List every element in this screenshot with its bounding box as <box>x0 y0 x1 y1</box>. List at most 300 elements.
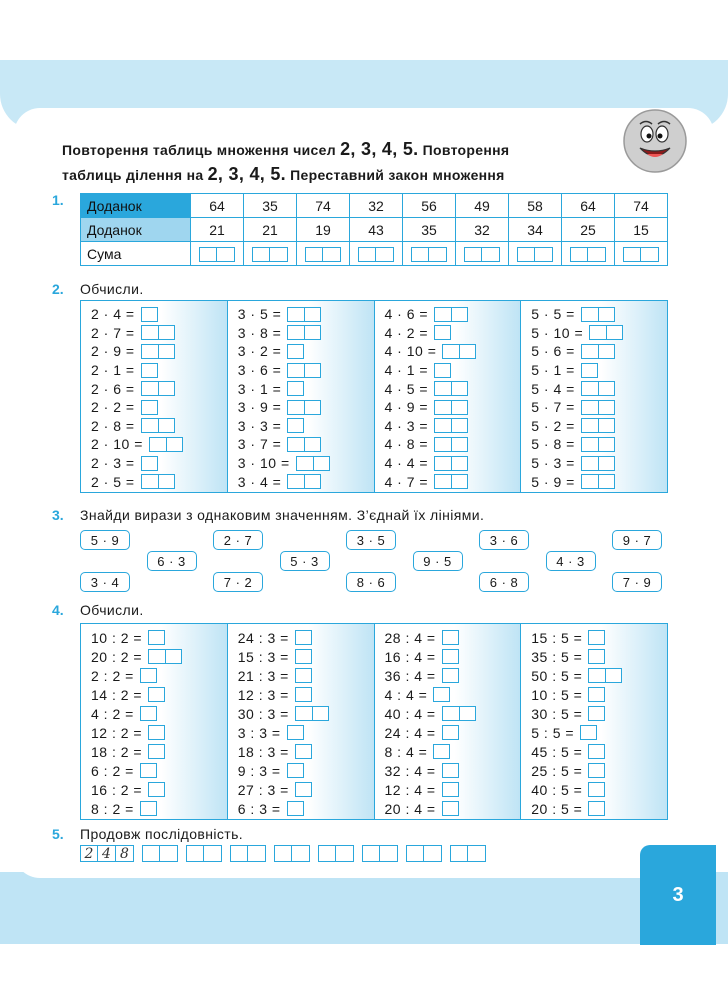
expression-row <box>531 742 667 761</box>
row-label: Доданок <box>81 218 191 242</box>
expression-row <box>238 666 374 685</box>
answer-box[interactable] <box>581 418 615 433</box>
answer-box[interactable] <box>434 307 468 322</box>
expression-row <box>238 685 374 704</box>
expression-row <box>385 628 521 647</box>
answer-box[interactable] <box>295 630 312 645</box>
empty-cell[interactable] <box>248 845 266 862</box>
task-5-instruction: Продовж послідовність. <box>80 826 244 842</box>
expression-text: 5 · 3 = <box>531 455 575 472</box>
expression-text: 24 : 4 = <box>384 724 436 741</box>
expression-text: 4 · 6 = <box>384 306 429 323</box>
addend-cell: 32 <box>456 218 509 242</box>
expression-text: 28 : 4 = <box>384 629 436 646</box>
expression-text: 4 · 5 = <box>384 380 429 397</box>
expression-text: 3 : 3 = <box>237 724 281 741</box>
answer-box[interactable] <box>442 706 476 721</box>
addend-cell: 74 <box>615 194 668 218</box>
expression-text: 20 : 2 = <box>91 648 143 665</box>
addend-cell: 43 <box>350 218 403 242</box>
expression-text: 9 : 3 = <box>237 762 281 779</box>
addend-cell: 56 <box>403 194 456 218</box>
sum-answer-cell[interactable] <box>350 242 403 266</box>
sum-answer-cell[interactable] <box>191 242 244 266</box>
addend-cell: 19 <box>297 218 350 242</box>
answer-box[interactable] <box>149 437 183 452</box>
expression-text: 4 · 4 = <box>384 455 429 472</box>
answer-box[interactable] <box>140 763 157 778</box>
empty-cell[interactable] <box>468 845 486 862</box>
sum-answer-cell[interactable] <box>562 242 615 266</box>
answer-box[interactable] <box>140 801 157 816</box>
expression-row <box>531 379 667 398</box>
answer-box[interactable] <box>141 381 175 396</box>
expression-row <box>91 417 227 436</box>
expression-row <box>91 685 227 704</box>
expression-pill[interactable]: 3 · 4 <box>80 572 130 592</box>
task-3-instruction: Знайди вирази з однаковим значенням. З’єднай їх лініями. <box>80 507 485 523</box>
expression-row <box>385 666 521 685</box>
expression-text: 3 · 2 = <box>237 343 282 360</box>
empty-cell[interactable] <box>292 845 310 862</box>
expression-text: 2 · 3 = <box>91 455 135 472</box>
expression-text: 32 : 4 = <box>384 762 436 779</box>
answer-box[interactable] <box>581 307 615 322</box>
answer-box[interactable] <box>580 725 597 740</box>
expression-text: 4 · 9 = <box>384 399 429 416</box>
expression-text: 25 : 5 = <box>531 762 583 779</box>
expression-row <box>531 342 667 361</box>
expression-row <box>531 454 667 473</box>
expression-row <box>91 379 227 398</box>
expression-text: 16 : 4 = <box>384 648 436 665</box>
answer-box[interactable] <box>141 400 158 415</box>
expression-text: 2 : 2 = <box>91 667 134 684</box>
expression-row <box>531 472 667 491</box>
answer-box[interactable] <box>434 418 468 433</box>
answer-box[interactable] <box>287 437 321 452</box>
empty-cell[interactable] <box>274 845 292 862</box>
answer-box[interactable] <box>295 649 312 664</box>
expression-row <box>385 342 521 361</box>
expression-row <box>531 666 667 685</box>
answer-box[interactable] <box>434 400 468 415</box>
expression-text: 15 : 3 = <box>237 648 289 665</box>
expression-row <box>91 324 227 343</box>
answer-box[interactable] <box>296 456 330 471</box>
expression-row <box>531 417 667 436</box>
answer-box[interactable] <box>287 418 304 433</box>
answer-box[interactable] <box>588 668 622 683</box>
expression-row <box>91 647 227 666</box>
expression-pill[interactable]: 6 · 3 <box>147 551 197 571</box>
expression-pill[interactable]: 6 · 8 <box>479 572 529 592</box>
expression-row <box>531 723 667 742</box>
grid-column <box>375 301 522 492</box>
answer-box[interactable] <box>442 668 459 683</box>
expression-text: 50 : 5 = <box>531 667 583 684</box>
task-4-instruction: Обчисли. <box>80 602 144 618</box>
expression-text: 8 : 4 = <box>384 743 428 760</box>
expression-row <box>385 361 521 380</box>
expression-row <box>91 435 227 454</box>
expression-row <box>385 398 521 417</box>
expression-row <box>238 628 374 647</box>
expression-row <box>238 361 374 380</box>
answer-box[interactable] <box>295 744 312 759</box>
expression-row <box>91 454 227 473</box>
addend-cell: 21 <box>191 218 244 242</box>
answer-box[interactable] <box>442 630 459 645</box>
expression-text: 3 · 8 = <box>237 324 282 341</box>
sum-answer-cell[interactable] <box>456 242 509 266</box>
expression-row <box>385 647 521 666</box>
expression-text: 18 : 2 = <box>91 743 143 760</box>
expression-pill[interactable]: 3 · 6 <box>479 530 529 550</box>
answer-box[interactable] <box>140 668 157 683</box>
expression-text: 45 : 5 = <box>531 743 583 760</box>
sum-answer-cell[interactable] <box>403 242 456 266</box>
answer-box[interactable] <box>287 474 321 489</box>
expression-text: 2 · 10 = <box>91 436 143 453</box>
answer-box[interactable] <box>442 801 459 816</box>
expression-text: 36 : 4 = <box>384 667 436 684</box>
empty-cell[interactable] <box>318 845 336 862</box>
expression-row <box>385 472 521 491</box>
answer-box[interactable] <box>141 344 175 359</box>
answer-box[interactable] <box>588 706 605 721</box>
expression-row <box>91 472 227 491</box>
expression-pill[interactable]: 5 · 3 <box>280 551 330 571</box>
answer-box[interactable] <box>141 307 158 322</box>
sum-answer-cell[interactable] <box>244 242 297 266</box>
answer-pair[interactable] <box>318 845 354 862</box>
expression-row <box>531 780 667 799</box>
expression-pill[interactable]: 9 · 5 <box>413 551 463 571</box>
answer-pair[interactable] <box>142 845 178 862</box>
expression-text: 4 · 1 = <box>384 362 429 379</box>
row-label: Доданок <box>81 194 191 218</box>
expression-text: 5 · 2 = <box>531 417 575 434</box>
expression-text: 4 · 7 = <box>384 473 429 490</box>
answer-box[interactable] <box>295 687 312 702</box>
expression-text: 15 : 5 = <box>531 629 583 646</box>
expression-row <box>91 723 227 742</box>
answer-box[interactable] <box>434 474 468 489</box>
addend-cell: 64 <box>191 194 244 218</box>
answer-box[interactable] <box>141 325 175 340</box>
answer-box[interactable] <box>433 687 450 702</box>
expression-row <box>531 704 667 723</box>
expression-row <box>531 305 667 324</box>
addend-cell: 32 <box>350 194 403 218</box>
expression-pill[interactable]: 7 · 2 <box>213 572 263 592</box>
expression-row <box>91 361 227 380</box>
task-4-number: 4. <box>52 602 64 618</box>
answer-box[interactable] <box>148 782 165 797</box>
expression-text: 24 : 3 = <box>237 629 289 646</box>
grid-column <box>81 301 228 492</box>
expression-row <box>531 398 667 417</box>
grid-column <box>375 624 522 819</box>
answer-box[interactable] <box>581 344 615 359</box>
expression-row <box>385 761 521 780</box>
sum-answer-cell[interactable] <box>615 242 668 266</box>
expression-text: 12 : 2 = <box>91 724 143 741</box>
answer-box[interactable] <box>295 782 312 797</box>
expression-text: 2 · 1 = <box>91 362 135 379</box>
answer-box[interactable] <box>434 456 468 471</box>
expression-text: 3 · 6 = <box>237 362 282 379</box>
answer-box[interactable] <box>287 381 304 396</box>
expression-text: 14 : 2 = <box>91 686 143 703</box>
filled-cell: 4 <box>98 845 116 862</box>
addend-cell: 21 <box>244 218 297 242</box>
empty-cell[interactable] <box>424 845 442 862</box>
task-1-number: 1. <box>52 192 64 208</box>
answer-box[interactable] <box>442 725 459 740</box>
expression-text: 40 : 4 = <box>384 705 436 722</box>
expression-row <box>91 780 227 799</box>
empty-cell[interactable] <box>406 845 424 862</box>
answer-box[interactable] <box>141 456 158 471</box>
empty-cell[interactable] <box>230 845 248 862</box>
answer-box[interactable] <box>148 725 165 740</box>
answer-box[interactable] <box>442 763 459 778</box>
expression-text: 16 : 2 = <box>91 781 143 798</box>
task-3-number: 3. <box>52 507 64 523</box>
addend-cell: 15 <box>615 218 668 242</box>
expression-row <box>385 780 521 799</box>
grid-column <box>228 301 375 492</box>
expression-row <box>385 723 521 742</box>
answer-pair[interactable] <box>274 845 310 862</box>
answer-pair[interactable] <box>362 845 398 862</box>
expression-text: 10 : 5 = <box>531 686 583 703</box>
answer-box[interactable] <box>148 687 165 702</box>
addend-cell: 25 <box>562 218 615 242</box>
expression-row <box>531 647 667 666</box>
expression-pill[interactable]: 2 · 7 <box>213 530 263 550</box>
answer-box[interactable] <box>434 437 468 452</box>
answer-box[interactable] <box>434 325 451 340</box>
expression-text: 30 : 5 = <box>531 705 583 722</box>
answer-box[interactable] <box>588 687 605 702</box>
expression-text: 3 · 5 = <box>237 306 282 323</box>
expression-row <box>91 704 227 723</box>
expression-text: 20 : 4 = <box>384 800 436 817</box>
answer-box[interactable] <box>287 344 304 359</box>
bottom-band <box>0 872 728 944</box>
answer-box[interactable] <box>588 744 605 759</box>
expression-row <box>238 342 374 361</box>
answer-box[interactable] <box>581 456 615 471</box>
expression-text: 4 · 10 = <box>384 343 437 360</box>
answer-box[interactable] <box>434 381 468 396</box>
smiley-icon <box>622 108 688 174</box>
answer-box[interactable] <box>287 307 321 322</box>
answer-box[interactable] <box>442 344 476 359</box>
answer-pair[interactable] <box>450 845 486 862</box>
expression-text: 3 · 7 = <box>237 436 282 453</box>
expression-row <box>91 666 227 685</box>
expression-row <box>531 628 667 647</box>
expression-row <box>385 417 521 436</box>
answer-box[interactable] <box>581 400 615 415</box>
answer-box[interactable] <box>287 325 321 340</box>
expression-row <box>531 761 667 780</box>
answer-box[interactable] <box>295 706 329 721</box>
expression-text: 3 · 4 = <box>237 473 282 490</box>
expression-pill[interactable]: 9 · 7 <box>612 530 662 550</box>
expression-text: 27 : 3 = <box>237 781 289 798</box>
expression-text: 2 · 4 = <box>91 306 135 323</box>
empty-cell[interactable] <box>186 845 204 862</box>
answer-box[interactable] <box>588 649 605 664</box>
expression-row <box>91 742 227 761</box>
multiplication-grid <box>80 300 668 493</box>
expression-text: 12 : 3 = <box>237 686 289 703</box>
expression-text: 4 : 2 = <box>91 705 134 722</box>
expression-text: 21 : 3 = <box>237 667 289 684</box>
answer-box[interactable] <box>287 725 304 740</box>
answer-box[interactable] <box>588 782 605 797</box>
filled-cell: 8 <box>116 845 134 862</box>
grid-column <box>521 301 667 492</box>
answer-pair[interactable] <box>186 845 222 862</box>
grid-column <box>81 624 228 819</box>
answer-box[interactable] <box>442 782 459 797</box>
expression-row <box>91 761 227 780</box>
expression-text: 2 · 7 = <box>91 324 135 341</box>
answer-box[interactable] <box>588 801 605 816</box>
expression-row <box>238 435 374 454</box>
expression-row <box>385 379 521 398</box>
addend-cell: 58 <box>509 194 562 218</box>
answer-box[interactable] <box>287 801 304 816</box>
expression-pill[interactable]: 5 · 9 <box>80 530 130 550</box>
empty-cell[interactable] <box>204 845 222 862</box>
expression-text: 2 · 5 = <box>91 473 135 490</box>
task-2-instruction: Обчисли. <box>80 281 144 297</box>
answer-box[interactable] <box>141 363 158 378</box>
expression-text: 4 · 2 = <box>384 324 429 341</box>
expression-text: 3 · 3 = <box>237 417 282 434</box>
empty-cell[interactable] <box>362 845 380 862</box>
expression-text: 20 : 5 = <box>531 800 583 817</box>
expression-text: 4 · 3 = <box>384 417 429 434</box>
sequence-cells <box>80 845 494 862</box>
expression-text: 6 : 2 = <box>91 762 134 779</box>
expression-text: 5 · 1 = <box>531 362 575 379</box>
empty-cell[interactable] <box>160 845 178 862</box>
answer-pair[interactable] <box>230 845 266 862</box>
answer-box[interactable] <box>287 763 304 778</box>
answer-box[interactable] <box>581 474 615 489</box>
answer-box[interactable] <box>588 763 605 778</box>
empty-cell[interactable] <box>380 845 398 862</box>
page-number: 3 <box>640 845 716 945</box>
sum-answer-cell[interactable] <box>509 242 562 266</box>
expression-row <box>385 305 521 324</box>
expression-row <box>91 799 227 818</box>
addend-cell: 34 <box>509 218 562 242</box>
expression-row <box>91 342 227 361</box>
expression-row <box>238 761 374 780</box>
answer-box[interactable] <box>141 474 175 489</box>
expression-row <box>385 435 521 454</box>
answer-box[interactable] <box>581 381 615 396</box>
expression-row <box>531 361 667 380</box>
expression-text: 6 : 3 = <box>237 800 281 817</box>
expression-row <box>238 417 374 436</box>
table-row <box>81 242 668 266</box>
expression-text: 2 · 8 = <box>91 417 135 434</box>
expression-row <box>385 799 521 818</box>
expression-text: 5 · 5 = <box>531 306 575 323</box>
grid-column <box>228 624 375 819</box>
answer-box[interactable] <box>141 418 175 433</box>
expression-row <box>238 780 374 799</box>
answer-box[interactable] <box>588 630 605 645</box>
expression-row <box>238 723 374 742</box>
expression-row <box>385 704 521 723</box>
answer-box[interactable] <box>148 630 165 645</box>
sum-answer-cell[interactable] <box>297 242 350 266</box>
task-2-number: 2. <box>52 281 64 297</box>
expression-pill[interactable]: 8 · 6 <box>346 572 396 592</box>
expression-row <box>385 685 521 704</box>
expression-row <box>91 628 227 647</box>
expression-text: 12 : 4 = <box>384 781 436 798</box>
answer-box[interactable] <box>148 649 182 664</box>
addend-cell: 35 <box>403 218 456 242</box>
answer-box[interactable] <box>140 706 157 721</box>
expression-row <box>238 454 374 473</box>
expression-text: 18 : 3 = <box>237 743 289 760</box>
answer-box[interactable] <box>295 668 312 683</box>
expression-text: 5 · 6 = <box>531 343 575 360</box>
expression-row <box>385 742 521 761</box>
expression-row <box>91 398 227 417</box>
expression-text: 4 · 8 = <box>384 436 429 453</box>
filled-cells <box>80 845 134 862</box>
answer-box[interactable] <box>287 363 321 378</box>
answer-box[interactable] <box>589 325 623 340</box>
expression-text: 40 : 5 = <box>531 781 583 798</box>
row-label: Сума <box>81 242 191 266</box>
answer-box[interactable] <box>433 744 450 759</box>
answer-box[interactable] <box>148 744 165 759</box>
expression-text: 8 : 2 = <box>91 800 134 817</box>
expression-text: 5 · 10 = <box>531 324 584 341</box>
expression-text: 2 · 2 = <box>91 399 135 416</box>
empty-cell[interactable] <box>336 845 354 862</box>
expression-pill[interactable]: 3 · 5 <box>346 530 396 550</box>
answer-box[interactable] <box>581 363 598 378</box>
answer-pair[interactable] <box>406 845 442 862</box>
empty-cell[interactable] <box>142 845 160 862</box>
answer-box[interactable] <box>581 437 615 452</box>
answer-box[interactable] <box>442 649 459 664</box>
page-title: Повторення таблиць множення чисел 2, 3, 4, 5. Повторення таблиць ділення на 2, 3, 4, 5. Переставний закон множення <box>62 139 510 184</box>
answer-box[interactable] <box>287 400 321 415</box>
task-5-number: 5. <box>52 826 64 842</box>
empty-cell[interactable] <box>450 845 468 862</box>
answer-box[interactable] <box>434 363 451 378</box>
expression-pill[interactable]: 4 · 3 <box>546 551 596 571</box>
expression-pill[interactable]: 7 · 9 <box>612 572 662 592</box>
